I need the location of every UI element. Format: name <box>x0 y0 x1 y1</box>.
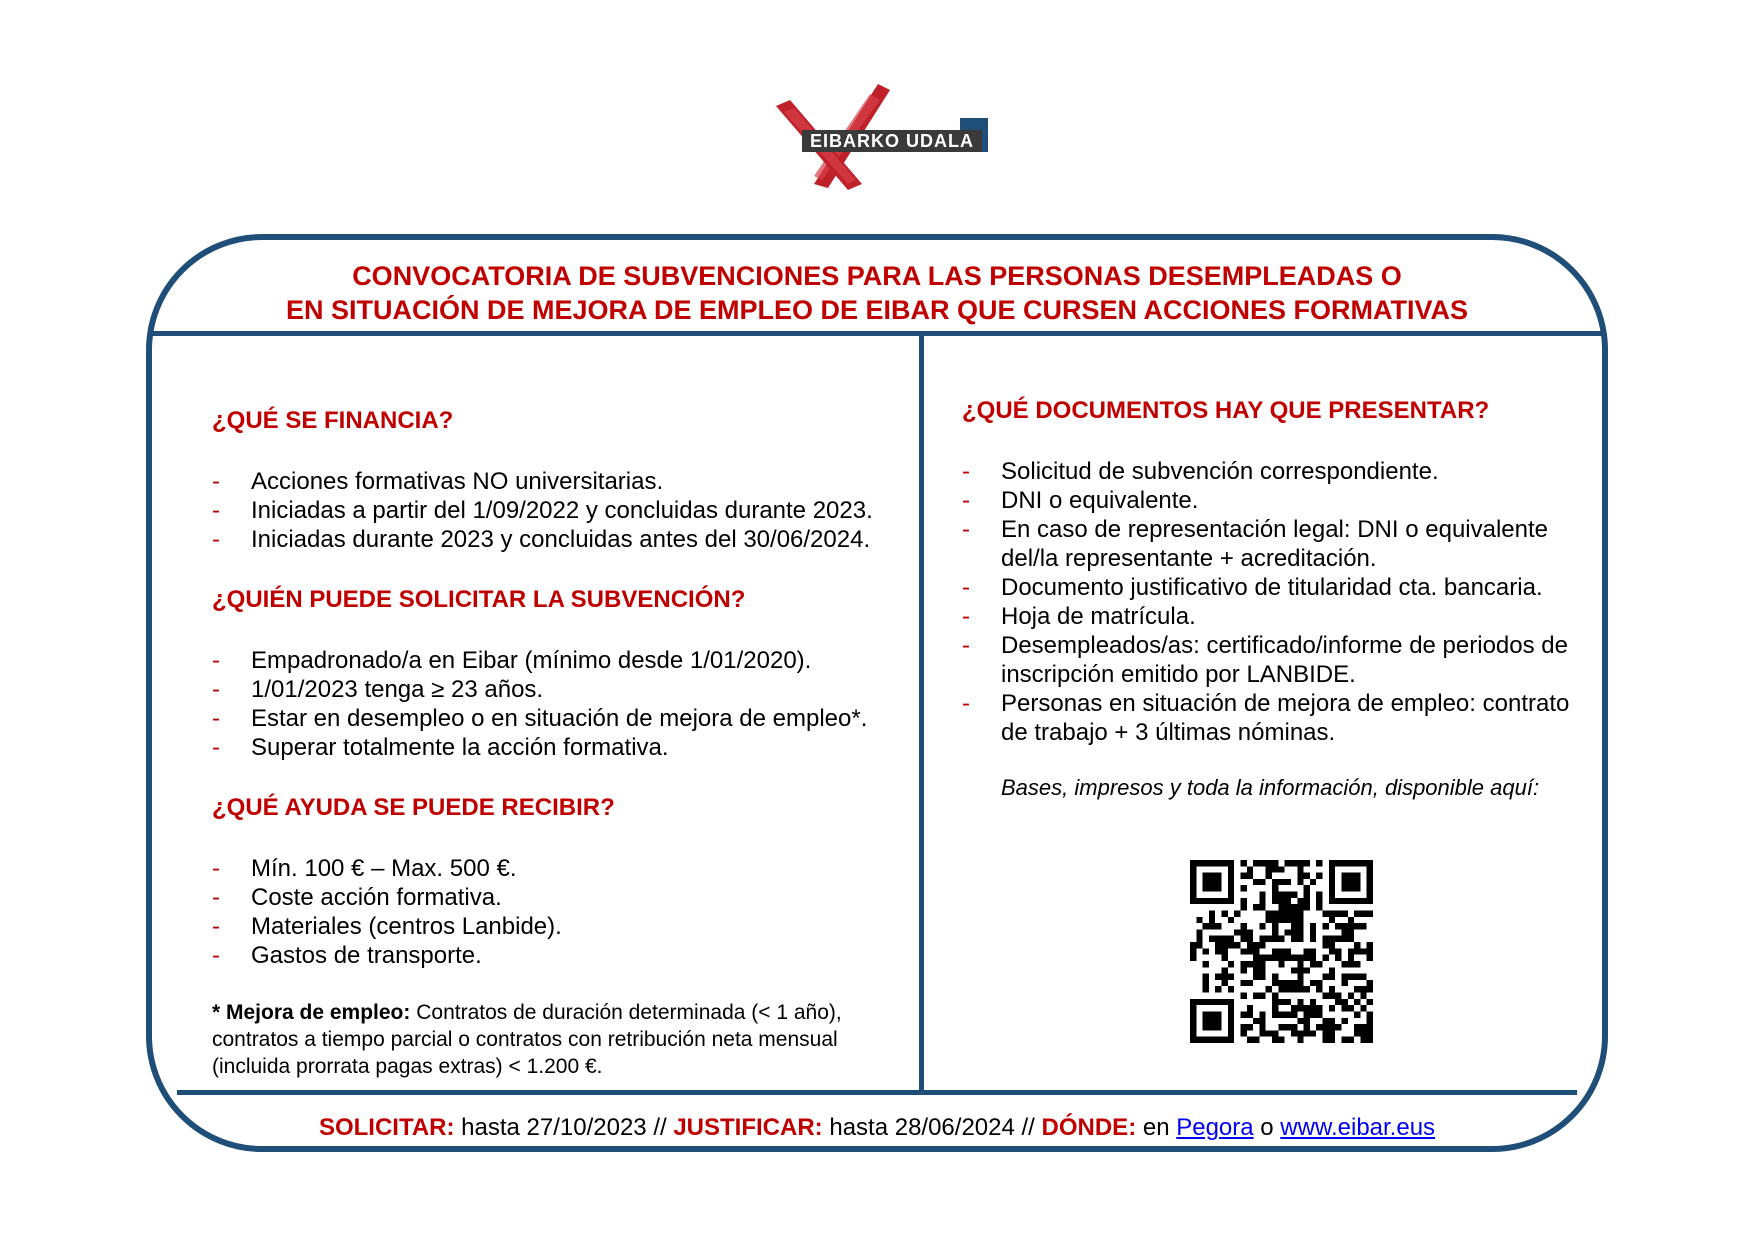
heading-financia: ¿QUÉ SE FINANCIA? <box>212 407 454 434</box>
documentos-list <box>962 457 1602 747</box>
left-column <box>212 406 912 1080</box>
list-item: - Superar totalmente la acción formativa. <box>212 734 669 761</box>
footer-deadlines <box>146 1113 1608 1143</box>
financia-list <box>212 467 912 554</box>
justificar-label: JUSTIFICAR: <box>673 1114 823 1141</box>
solicitar-label: SOLICITAR: <box>318 1114 455 1141</box>
solicitar-date: hasta 27/10/2023 // <box>454 1114 674 1141</box>
list-item: - Iniciadas a partir del 1/09/2022 y concluidas durante 2023. <box>212 497 873 524</box>
column-divider <box>919 336 924 1090</box>
footer-divider <box>177 1090 1577 1095</box>
list-item: - Documento justificativo de titularidad cta. bancaria. <box>962 574 1543 601</box>
list-item: - Empadronado/a en Eibar (mínimo desde 1/01/2020). <box>212 647 812 674</box>
list-item: - Desempleados/as: certificado/informe de periodos de inscripción emitido por LANBIDE. <box>962 632 1568 688</box>
ayuda-list <box>212 854 912 970</box>
list-item: - Solicitud de subvención correspondiente. <box>962 458 1439 485</box>
title-divider <box>152 331 1602 336</box>
list-item: - Estar en desempleo o en situación de mejora de empleo*. <box>212 705 868 732</box>
eibar-eus-link[interactable]: www.eibar.eus <box>1280 1114 1436 1141</box>
title-line-1: CONVOCATORIA DE SUBVENCIONES PARA LAS PERSONAS DESEMPLEADAS O <box>352 261 1402 291</box>
page-title <box>146 259 1608 327</box>
list-item: - Hoja de matrícula. <box>962 603 1196 630</box>
quien-list <box>212 646 912 762</box>
list-item: - Mín. 100 € – Max. 500 €. <box>212 855 517 882</box>
list-item: - DNI o equivalente. <box>962 487 1199 514</box>
info-text: Bases, impresos y toda la información, disponible aquí: <box>1001 775 1540 800</box>
donde-label: DÓNDE: <box>1041 1114 1137 1141</box>
eibarko-udala-logo <box>770 80 1010 192</box>
footnote-text: Contratos de duración determinada (< 1 año), contratos a tiempo parcial o contratos con retribución neta mensual (incluida prorrata pagas extras) < 1.200 €. <box>212 1001 842 1078</box>
footnote-label: * Mejora de empleo: <box>212 1001 411 1024</box>
list-item: - Personas en situación de mejora de empleo: contrato de trabajo + 3 últimas nóminas. <box>962 690 1570 746</box>
link-separator: o <box>1253 1114 1281 1141</box>
pegora-link[interactable]: Pegora <box>1176 1114 1254 1141</box>
list-item: - 1/01/2023 tenga ≥ 23 años. <box>212 676 544 703</box>
qr-code[interactable] <box>1190 860 1373 1043</box>
heading-quien: ¿QUIÉN PUEDE SOLICITAR LA SUBVENCIÓN? <box>212 586 746 613</box>
list-item: - Iniciadas durante 2023 y concluidas antes del 30/06/2024. <box>212 526 871 553</box>
list-item: - Materiales (centros Lanbide). <box>212 913 562 940</box>
donde-text: en <box>1136 1114 1177 1141</box>
heading-documentos: ¿QUÉ DOCUMENTOS HAY QUE PRESENTAR? <box>962 397 1490 424</box>
logo-text: EIBARKO UDALA <box>810 131 974 151</box>
list-item: - Coste acción formativa. <box>212 884 502 911</box>
list-item: - En caso de representación legal: DNI o equivalente del/la representante + acreditación. <box>962 516 1549 572</box>
right-column <box>962 396 1602 802</box>
heading-ayuda: ¿QUÉ AYUDA SE PUEDE RECIBIR? <box>212 794 615 821</box>
justificar-date: hasta 28/06/2024 // <box>822 1114 1042 1141</box>
title-line-2: EN SITUACIÓN DE MEJORA DE EMPLEO DE EIBAR QUE CURSEN ACCIONES FORMATIVAS <box>285 295 1469 325</box>
list-item: - Gastos de transporte. <box>212 942 482 969</box>
list-item: - Acciones formativas NO universitarias. <box>212 468 664 495</box>
footnote-mejora-empleo <box>212 999 912 1080</box>
